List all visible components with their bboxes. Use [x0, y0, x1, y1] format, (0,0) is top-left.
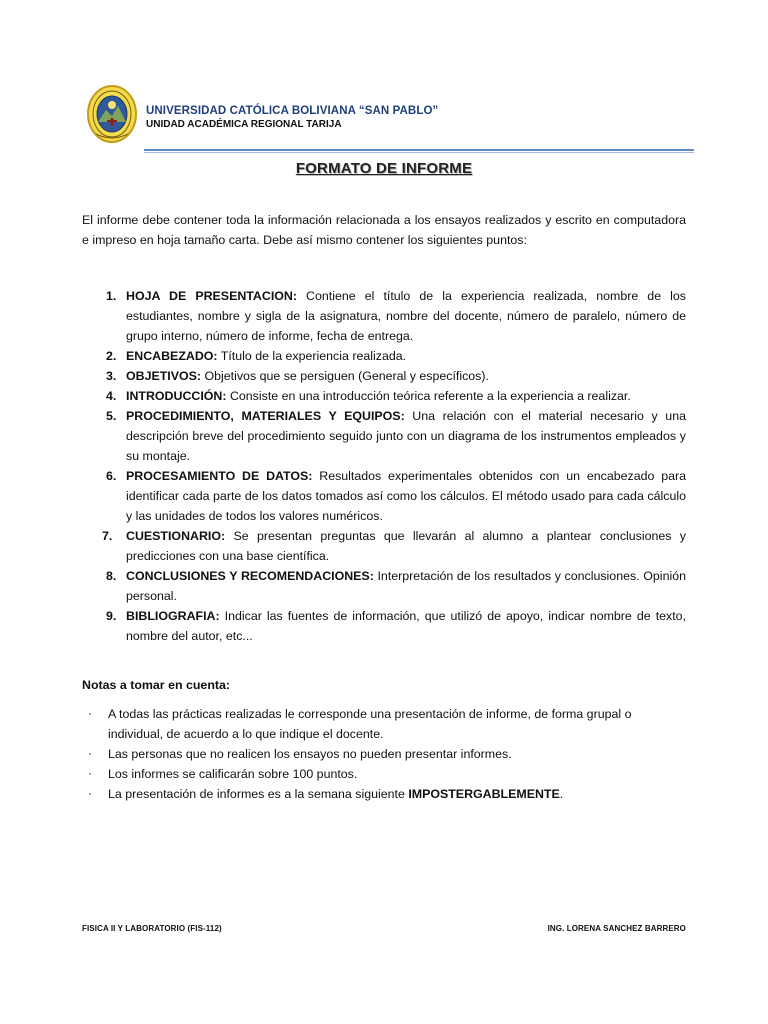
list-item — [82, 386, 686, 406]
university-name-block — [146, 104, 438, 131]
list-item-text: Resultados experimentales obtenidos con un encabezado para identificar cada parte de los datos tomados así como los cálculos. El método usado para cada cálculo y las unidades de todos los valores numéricos. — [126, 469, 686, 523]
list-item-term: BIBLIOGRAFIA: — [126, 609, 220, 623]
list-item-text: Consiste en una introducción teórica referente a la experiencia a realizar. — [226, 389, 631, 403]
notes-heading: Notas a tomar en cuenta: — [82, 678, 231, 692]
list-item-text: Se presentan preguntas que llevarán al alumno a plantear conclusiones y predicciones con una base científica. — [126, 529, 686, 563]
note-text: A todas las prácticas realizadas le corresponde una presentación de informe, de forma grupal o individual, de acuerdo a lo que indique el docente. — [108, 707, 632, 741]
list-item-number: 1. — [106, 289, 117, 303]
list-item — [82, 366, 686, 386]
list-item-number: 7. — [102, 529, 113, 543]
list-item-term: CONCLUSIONES Y RECOMENDACIONES: — [126, 569, 374, 583]
list-item-number: 5. — [106, 409, 117, 423]
list-item-term: ENCABEZADO: — [126, 349, 218, 363]
list-item-text: Una relación con el material necesario y una descripción breve del procedimiento seguido junto con un diagrama de los instrumentos empleados y su montaje. — [126, 409, 686, 463]
list-item-term: INTRODUCCIÓN: — [126, 389, 227, 403]
university-seal-icon — [86, 84, 138, 144]
bullet-icon: · — [88, 746, 92, 760]
document-header — [86, 84, 694, 148]
note-text: La presentación de informes es a la semana siguiente — [108, 787, 409, 801]
list-item-number: 8. — [106, 569, 117, 583]
list-item-text: Interpretación de los resultados y conclusiones. Opinión personal. — [126, 569, 686, 603]
list-item-number: 3. — [106, 369, 117, 383]
footer-course: FISICA II Y LABORATORIO (FIS-112) — [82, 924, 222, 933]
report-sections-list — [82, 286, 686, 646]
list-item — [82, 606, 686, 646]
list-item — [82, 466, 686, 526]
list-item-text: Contiene el título de la experiencia realizada, nombre de los estudiantes, nombre y sigla de la asignatura, nombre del docente, número de paralelo, número de grupo interno, número de informe, fecha de entrega. — [126, 289, 686, 343]
list-item-term: OBJETIVOS: — [126, 369, 202, 383]
bullet-icon: · — [88, 766, 92, 780]
note-text: Las personas que no realicen los ensayos no pueden presentar informes. — [108, 747, 512, 761]
header-divider — [144, 149, 694, 153]
list-item-term: PROCESAMIENTO DE DATOS: — [126, 469, 313, 483]
list-item — [82, 406, 686, 466]
university-name: UNIVERSIDAD CATÓLICA BOLIVIANA “SAN PABLO” — [146, 105, 439, 117]
list-item — [82, 346, 686, 366]
list-item — [82, 704, 686, 744]
list-item-text: Indicar las fuentes de información, que utilizó de apoyo, indicar nombre de texto, nombre del autor, etc... — [126, 609, 686, 643]
footer-author: ING. LORENA SANCHEZ BARRERO — [547, 924, 686, 933]
list-item-text: Objetivos que se persiguen (General y específicos). — [201, 369, 489, 383]
list-item — [82, 286, 686, 346]
bullet-icon: · — [88, 706, 92, 720]
list-item — [82, 526, 686, 566]
list-item-number: 2. — [106, 349, 117, 363]
list-item — [82, 566, 686, 606]
document-title: FORMATO DE INFORME — [295, 160, 473, 177]
list-item-number: 9. — [106, 609, 117, 623]
list-item — [82, 764, 686, 784]
list-item-term: PROCEDIMIENTO, MATERIALES Y EQUIPOS: — [126, 409, 405, 423]
list-item-number: 6. — [106, 469, 117, 483]
note-text: Los informes se calificarán sobre 100 puntos. — [108, 767, 358, 781]
intro-paragraph: El informe debe contener toda la información relacionada a los ensayos realizados y escrito en computadora e impreso en hoja tamaño carta. Debe así mismo contener los siguientes puntos: — [82, 213, 686, 247]
list-item-term: HOJA DE PRESENTACION: — [126, 289, 297, 303]
list-item-term: CUESTIONARIO: — [126, 529, 226, 543]
academic-unit-name: UNIDAD ACADÉMICA REGIONAL TARIJA — [146, 119, 342, 130]
notes-list — [82, 704, 686, 804]
note-emphasis: IMPOSTERGABLEMENTE — [408, 787, 560, 801]
bullet-icon: · — [88, 786, 92, 800]
note-text-end: . — [559, 787, 564, 801]
list-item-number: 4. — [106, 389, 117, 403]
list-item — [82, 784, 686, 804]
list-item-text: Título de la experiencia realizada. — [217, 349, 407, 363]
list-item — [82, 744, 686, 764]
